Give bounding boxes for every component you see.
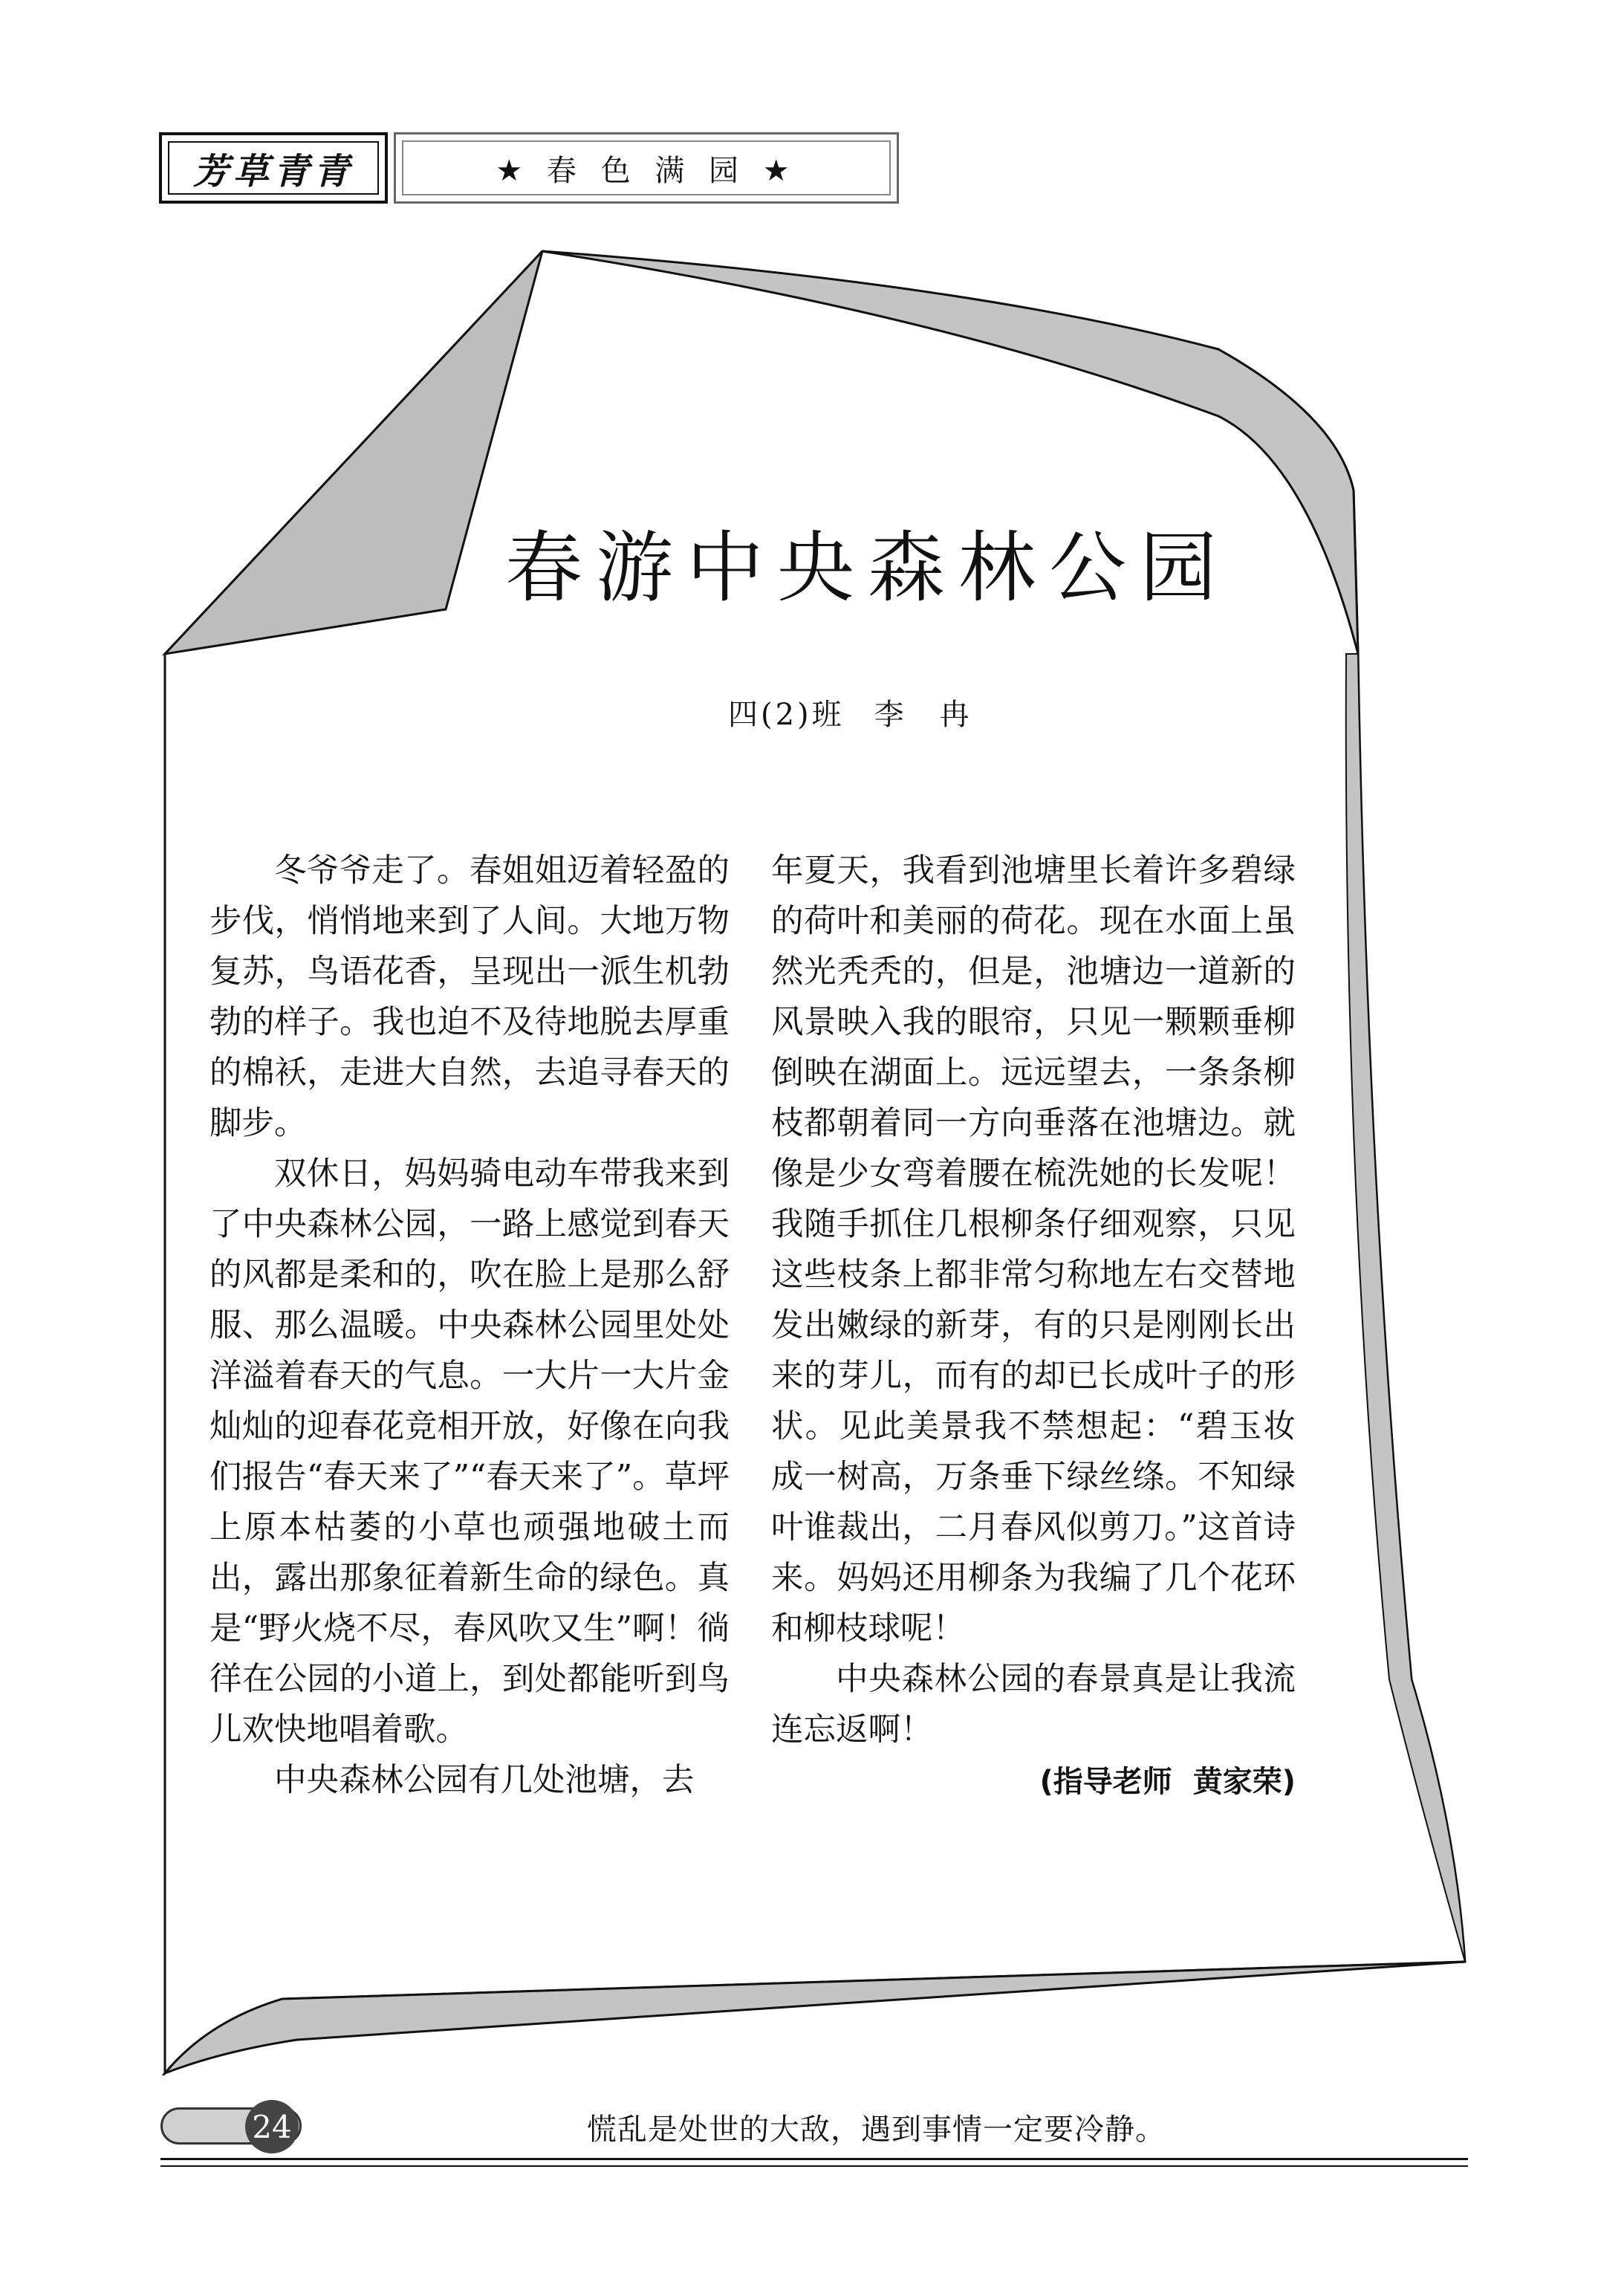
column-label: ★ 春 色 满 园 ★ xyxy=(402,140,891,195)
author-class: 四(2)班 xyxy=(728,698,845,732)
byline xyxy=(728,691,972,733)
guide-teacher xyxy=(771,1757,1296,1807)
text-column-left xyxy=(210,846,730,1806)
author-name: 李 冉 xyxy=(874,698,972,732)
paragraph: 年夏天，我看到池塘里长着许多碧绿的荷叶和美丽的荷花。现在水面上虽然光秃秃的，但是，池塘边一道新的风景映入我的眼帘，只见一颗颗垂柳倒映在湖面上。远远望去，一条条柳枝都朝着同一方向垂落在池塘边。就像是少女弯着腰在梳洗她的长发呢！我随手抓住几根柳条仔细观察，只见这些枝条上都非常匀称地左右交替地发出嫩绿的新芽，有的只是刚刚长出来的芽儿，而有的却已长成叶子的形状。见此美景我不禁想起：“碧玉妆成一树高，万条垂下绿丝绦。不知绿叶谁裁出，二月春风似剪刀。”这首诗来。妈妈还用柳条为我编了几个花环和柳枝球呢！ xyxy=(771,852,1296,1647)
page-number: 24 xyxy=(245,2100,299,2153)
section-label: 芳草青青 xyxy=(168,141,379,195)
page-footer xyxy=(0,2081,1624,2229)
article-title: 春游中央森林公园 xyxy=(505,522,1231,613)
paragraph: 中央森林公园的春景真是让我流连忘返啊！ xyxy=(771,1661,1296,1748)
text-column-right xyxy=(771,846,1296,1807)
paragraph: 中央森林公园有几处池塘，去 xyxy=(274,1762,695,1799)
paragraph: 冬爷爷走了。春姐姐迈着轻盈的步伐，悄悄地来到了人间。大地万物复苏，鸟语花香，呈现出一派生机勃勃的样子。我也迫不及待地脱去厚重的棉袄，走进大自然，去追寻春天的脚步。 xyxy=(210,852,730,1142)
footer-motto: 慌乱是处世的大敌，遇到事情一定要冷静。 xyxy=(587,2113,1166,2147)
footer-rule xyxy=(160,2158,1468,2160)
guide-label: (指导老师 xyxy=(1039,1765,1172,1799)
footer-rule-thin xyxy=(160,2165,1468,2167)
paragraph: 双休日，妈妈骑电动车带我来到了中央森林公园，一路上感觉到春天的风都是柔和的，吹在脸上是那么舒服、那么温暖。中央森林公园里处处洋溢着春天的气息。一大片一大片金灿灿的迎春花竞相开放，好像在向我们报告“春天来了”“春天来了”。草坪上原本枯萎的小草也顽强地破土而出，露出那象征着新生命的绿色。真是“野火烧不尽，春风吹又生”啊！徜徉在公园的小道上，到处都能听到鸟儿欢快地唱着歌。 xyxy=(210,1155,730,1748)
guide-name: 黄家荣) xyxy=(1192,1765,1296,1799)
